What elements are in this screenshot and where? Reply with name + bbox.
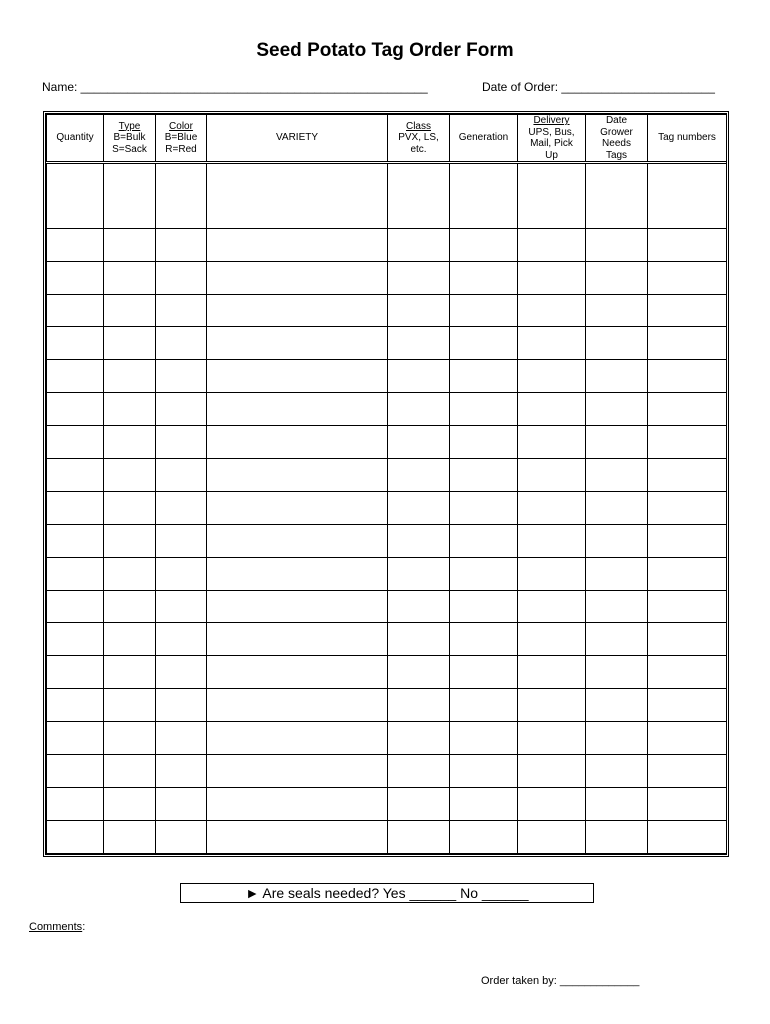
cell-delivery[interactable] bbox=[518, 689, 586, 722]
cell-delivery[interactable] bbox=[518, 459, 586, 492]
cell-color[interactable] bbox=[156, 524, 207, 557]
cell-color[interactable] bbox=[156, 261, 207, 294]
table-row bbox=[47, 524, 727, 557]
cell-type[interactable] bbox=[104, 524, 156, 557]
cell-delivery[interactable] bbox=[518, 426, 586, 459]
cell-type[interactable] bbox=[104, 228, 156, 261]
name-field[interactable]: Name: ____________________________________________________ bbox=[42, 80, 428, 94]
header-date-line3: Needs bbox=[602, 138, 631, 149]
cell-variety[interactable] bbox=[207, 590, 388, 623]
cell-generation[interactable] bbox=[450, 755, 518, 788]
cell-variety[interactable] bbox=[207, 459, 388, 492]
date-of-order-field[interactable]: Date of Order: _______________________ bbox=[482, 80, 715, 94]
cell-tag-numbers[interactable] bbox=[648, 426, 727, 459]
cell-date-needed[interactable] bbox=[586, 689, 648, 722]
cell-date-needed[interactable] bbox=[586, 623, 648, 656]
cell-class[interactable] bbox=[388, 524, 450, 557]
cell-color[interactable] bbox=[156, 327, 207, 360]
cell-tag-numbers[interactable] bbox=[648, 360, 727, 393]
header-type bbox=[104, 115, 156, 163]
cell-type[interactable] bbox=[104, 623, 156, 656]
table-row bbox=[47, 656, 727, 689]
order-taken-by-field[interactable]: Order taken by: _____________ bbox=[481, 975, 640, 987]
cell-variety[interactable] bbox=[207, 820, 388, 853]
seals-needed-box[interactable]: ► Are seals needed? Yes ______ No ______ bbox=[180, 883, 594, 903]
cell-tag-numbers[interactable] bbox=[648, 755, 727, 788]
cell-date-needed[interactable] bbox=[586, 820, 648, 853]
header-delivery-line1: UPS, Bus, bbox=[528, 126, 575, 138]
cell-variety[interactable] bbox=[207, 393, 388, 426]
cell-class[interactable] bbox=[388, 426, 450, 459]
table-row bbox=[47, 393, 727, 426]
cell-tag-numbers[interactable] bbox=[648, 228, 727, 261]
cell-date-needed[interactable] bbox=[586, 787, 648, 820]
table-row bbox=[47, 459, 727, 492]
cell-color[interactable] bbox=[156, 294, 207, 327]
cell-generation[interactable] bbox=[450, 656, 518, 689]
cell-date-needed[interactable] bbox=[586, 228, 648, 261]
cell-delivery[interactable] bbox=[518, 590, 586, 623]
comments[interactable] bbox=[29, 921, 85, 933]
cell-generation[interactable] bbox=[450, 722, 518, 755]
cell-tag-numbers[interactable] bbox=[648, 261, 727, 294]
cell-date-needed[interactable] bbox=[586, 656, 648, 689]
table-row bbox=[47, 327, 727, 360]
header-date-line4: Tags bbox=[605, 149, 628, 161]
cell-class[interactable] bbox=[388, 722, 450, 755]
table-row bbox=[47, 557, 727, 590]
table-body bbox=[47, 163, 727, 854]
table-header-row bbox=[47, 115, 727, 163]
cell-quantity[interactable] bbox=[47, 820, 104, 853]
header-generation: Generation bbox=[450, 115, 518, 163]
table-row bbox=[47, 755, 727, 788]
cell-class[interactable] bbox=[388, 820, 450, 853]
cell-color[interactable] bbox=[156, 163, 207, 229]
cell-generation[interactable] bbox=[450, 163, 518, 229]
cell-generation[interactable] bbox=[450, 590, 518, 623]
table-row bbox=[47, 787, 727, 820]
cell-quantity[interactable] bbox=[47, 163, 104, 229]
header-color-red: R=Red bbox=[165, 143, 197, 155]
cell-quantity[interactable] bbox=[47, 755, 104, 788]
header-class-line1: PVX, LS, bbox=[398, 132, 439, 144]
cell-type[interactable] bbox=[104, 557, 156, 590]
cell-generation[interactable] bbox=[450, 327, 518, 360]
cell-type[interactable] bbox=[104, 327, 156, 360]
cell-class[interactable] bbox=[388, 656, 450, 689]
cell-date-needed[interactable] bbox=[586, 755, 648, 788]
table-row bbox=[47, 689, 727, 722]
cell-class[interactable] bbox=[388, 393, 450, 426]
comments-colon: : bbox=[82, 921, 86, 933]
cell-generation[interactable] bbox=[450, 360, 518, 393]
cell-quantity[interactable] bbox=[47, 524, 104, 557]
header-type-bulk: B=Bulk bbox=[113, 132, 146, 144]
cell-class[interactable] bbox=[388, 360, 450, 393]
cell-generation[interactable] bbox=[450, 820, 518, 853]
header-class-title: Class bbox=[405, 120, 431, 132]
cell-tag-numbers[interactable] bbox=[648, 393, 727, 426]
cell-variety[interactable] bbox=[207, 327, 388, 360]
cell-delivery[interactable] bbox=[518, 327, 586, 360]
cell-variety[interactable] bbox=[207, 787, 388, 820]
cell-tag-numbers[interactable] bbox=[648, 294, 727, 327]
cell-variety[interactable] bbox=[207, 722, 388, 755]
cell-tag-numbers[interactable] bbox=[648, 787, 727, 820]
cell-tag-numbers[interactable] bbox=[648, 722, 727, 755]
cell-delivery[interactable] bbox=[518, 524, 586, 557]
cell-quantity[interactable] bbox=[47, 360, 104, 393]
header-date-line1: Date bbox=[605, 115, 628, 126]
table-row bbox=[47, 820, 727, 853]
cell-variety[interactable] bbox=[207, 656, 388, 689]
cell-delivery[interactable] bbox=[518, 820, 586, 853]
cell-generation[interactable] bbox=[450, 228, 518, 261]
cell-color[interactable] bbox=[156, 656, 207, 689]
table-row bbox=[47, 623, 727, 656]
header-delivery-title: Delivery bbox=[533, 115, 570, 126]
cell-variety[interactable] bbox=[207, 426, 388, 459]
cell-type[interactable] bbox=[104, 426, 156, 459]
cell-color[interactable] bbox=[156, 393, 207, 426]
cell-delivery[interactable] bbox=[518, 228, 586, 261]
table-row bbox=[47, 491, 727, 524]
table-row bbox=[47, 163, 727, 229]
cell-class[interactable] bbox=[388, 294, 450, 327]
cell-quantity[interactable] bbox=[47, 393, 104, 426]
cell-type[interactable] bbox=[104, 820, 156, 853]
cell-date-needed[interactable] bbox=[586, 722, 648, 755]
cell-date-needed[interactable] bbox=[586, 557, 648, 590]
header-type-title: Type bbox=[118, 120, 141, 132]
cell-date-needed[interactable] bbox=[586, 163, 648, 229]
cell-type[interactable] bbox=[104, 755, 156, 788]
cell-tag-numbers[interactable] bbox=[648, 689, 727, 722]
cell-class[interactable] bbox=[388, 491, 450, 524]
cell-generation[interactable] bbox=[450, 261, 518, 294]
cell-class[interactable] bbox=[388, 327, 450, 360]
header-date-grower-needs-tags bbox=[586, 115, 648, 163]
cell-color[interactable] bbox=[156, 491, 207, 524]
cell-color[interactable] bbox=[156, 590, 207, 623]
cell-generation[interactable] bbox=[450, 491, 518, 524]
cell-color[interactable] bbox=[156, 360, 207, 393]
header-color-title: Color bbox=[169, 120, 193, 132]
cell-quantity[interactable] bbox=[47, 590, 104, 623]
cell-date-needed[interactable] bbox=[586, 360, 648, 393]
cell-quantity[interactable] bbox=[47, 787, 104, 820]
cell-date-needed[interactable] bbox=[586, 261, 648, 294]
cell-type[interactable] bbox=[104, 261, 156, 294]
header-date-line2: Grower bbox=[600, 126, 633, 138]
cell-color[interactable] bbox=[156, 623, 207, 656]
cell-variety[interactable] bbox=[207, 163, 388, 229]
header-delivery-line3: Up bbox=[545, 149, 558, 161]
header-class-line2: etc. bbox=[410, 143, 427, 155]
cell-date-needed[interactable] bbox=[586, 426, 648, 459]
cell-variety[interactable] bbox=[207, 294, 388, 327]
header-color-blue: B=Blue bbox=[164, 132, 198, 144]
table-row bbox=[47, 294, 727, 327]
cell-delivery[interactable] bbox=[518, 722, 586, 755]
cell-date-needed[interactable] bbox=[586, 590, 648, 623]
cell-variety[interactable] bbox=[207, 360, 388, 393]
header-class bbox=[388, 115, 450, 163]
cell-quantity[interactable] bbox=[47, 327, 104, 360]
cell-delivery[interactable] bbox=[518, 755, 586, 788]
cell-tag-numbers[interactable] bbox=[648, 327, 727, 360]
cell-delivery[interactable] bbox=[518, 623, 586, 656]
cell-quantity[interactable] bbox=[47, 656, 104, 689]
header-tag-numbers: Tag numbers bbox=[648, 115, 727, 163]
cell-color[interactable] bbox=[156, 557, 207, 590]
cell-type[interactable] bbox=[104, 360, 156, 393]
cell-delivery[interactable] bbox=[518, 393, 586, 426]
header-color bbox=[156, 115, 207, 163]
cell-type[interactable] bbox=[104, 722, 156, 755]
cell-type[interactable] bbox=[104, 459, 156, 492]
cell-color[interactable] bbox=[156, 689, 207, 722]
header-quantity: Quantity bbox=[47, 115, 104, 163]
cell-generation[interactable] bbox=[450, 623, 518, 656]
cell-class[interactable] bbox=[388, 787, 450, 820]
cell-generation[interactable] bbox=[450, 524, 518, 557]
cell-generation[interactable] bbox=[450, 459, 518, 492]
table-row bbox=[47, 722, 727, 755]
cell-date-needed[interactable] bbox=[586, 327, 648, 360]
cell-variety[interactable] bbox=[207, 524, 388, 557]
cell-tag-numbers[interactable] bbox=[648, 163, 727, 229]
cell-type[interactable] bbox=[104, 393, 156, 426]
header-delivery-line2: Mail, Pick bbox=[530, 138, 573, 149]
cell-class[interactable] bbox=[388, 689, 450, 722]
cell-variety[interactable] bbox=[207, 755, 388, 788]
cell-date-needed[interactable] bbox=[586, 524, 648, 557]
cell-variety[interactable] bbox=[207, 228, 388, 261]
comments-label: Comments bbox=[29, 921, 83, 933]
cell-quantity[interactable] bbox=[47, 689, 104, 722]
header-type-sack: S=Sack bbox=[112, 143, 147, 155]
cell-tag-numbers[interactable] bbox=[648, 623, 727, 656]
cell-variety[interactable] bbox=[207, 689, 388, 722]
cell-delivery[interactable] bbox=[518, 491, 586, 524]
cell-date-needed[interactable] bbox=[586, 393, 648, 426]
cell-color[interactable] bbox=[156, 426, 207, 459]
cell-type[interactable] bbox=[104, 590, 156, 623]
cell-color[interactable] bbox=[156, 755, 207, 788]
cell-class[interactable] bbox=[388, 228, 450, 261]
cell-color[interactable] bbox=[156, 722, 207, 755]
order-table bbox=[43, 111, 729, 857]
cell-tag-numbers[interactable] bbox=[648, 557, 727, 590]
cell-class[interactable] bbox=[388, 459, 450, 492]
cell-variety[interactable] bbox=[207, 261, 388, 294]
cell-generation[interactable] bbox=[450, 557, 518, 590]
cell-class[interactable] bbox=[388, 163, 450, 229]
cell-tag-numbers[interactable] bbox=[648, 491, 727, 524]
cell-tag-numbers[interactable] bbox=[648, 820, 727, 853]
cell-color[interactable] bbox=[156, 820, 207, 853]
table-row bbox=[47, 261, 727, 294]
cell-tag-numbers[interactable] bbox=[648, 656, 727, 689]
table-row bbox=[47, 426, 727, 459]
cell-delivery[interactable] bbox=[518, 261, 586, 294]
cell-class[interactable] bbox=[388, 261, 450, 294]
cell-delivery[interactable] bbox=[518, 787, 586, 820]
table-row bbox=[47, 360, 727, 393]
cell-class[interactable] bbox=[388, 623, 450, 656]
cell-type[interactable] bbox=[104, 787, 156, 820]
cell-variety[interactable] bbox=[207, 623, 388, 656]
cell-date-needed[interactable] bbox=[586, 459, 648, 492]
cell-generation[interactable] bbox=[450, 426, 518, 459]
cell-delivery[interactable] bbox=[518, 656, 586, 689]
cell-quantity[interactable] bbox=[47, 623, 104, 656]
cell-quantity[interactable] bbox=[47, 491, 104, 524]
cell-type[interactable] bbox=[104, 491, 156, 524]
cell-class[interactable] bbox=[388, 557, 450, 590]
cell-type[interactable] bbox=[104, 689, 156, 722]
cell-quantity[interactable] bbox=[47, 426, 104, 459]
cell-delivery[interactable] bbox=[518, 557, 586, 590]
header-delivery bbox=[518, 115, 586, 163]
cell-generation[interactable] bbox=[450, 393, 518, 426]
cell-delivery[interactable] bbox=[518, 294, 586, 327]
cell-quantity[interactable] bbox=[47, 722, 104, 755]
cell-date-needed[interactable] bbox=[586, 491, 648, 524]
cell-delivery[interactable] bbox=[518, 163, 586, 229]
cell-tag-numbers[interactable] bbox=[648, 459, 727, 492]
cell-color[interactable] bbox=[156, 228, 207, 261]
cell-generation[interactable] bbox=[450, 787, 518, 820]
cell-generation[interactable] bbox=[450, 689, 518, 722]
cell-color[interactable] bbox=[156, 459, 207, 492]
cell-type[interactable] bbox=[104, 163, 156, 229]
cell-class[interactable] bbox=[388, 590, 450, 623]
cell-type[interactable] bbox=[104, 656, 156, 689]
cell-variety[interactable] bbox=[207, 557, 388, 590]
cell-type[interactable] bbox=[104, 294, 156, 327]
cell-quantity[interactable] bbox=[47, 459, 104, 492]
cell-tag-numbers[interactable] bbox=[648, 524, 727, 557]
cell-generation[interactable] bbox=[450, 294, 518, 327]
cell-class[interactable] bbox=[388, 755, 450, 788]
cell-quantity[interactable] bbox=[47, 557, 104, 590]
cell-delivery[interactable] bbox=[518, 360, 586, 393]
cell-quantity[interactable] bbox=[47, 294, 104, 327]
cell-quantity[interactable] bbox=[47, 228, 104, 261]
cell-color[interactable] bbox=[156, 787, 207, 820]
cell-date-needed[interactable] bbox=[586, 294, 648, 327]
cell-quantity[interactable] bbox=[47, 261, 104, 294]
table-row bbox=[47, 228, 727, 261]
form-title: Seed Potato Tag Order Form bbox=[256, 40, 514, 61]
header-variety: VARIETY bbox=[207, 115, 388, 163]
cell-tag-numbers[interactable] bbox=[648, 590, 727, 623]
cell-variety[interactable] bbox=[207, 491, 388, 524]
table-row bbox=[47, 590, 727, 623]
